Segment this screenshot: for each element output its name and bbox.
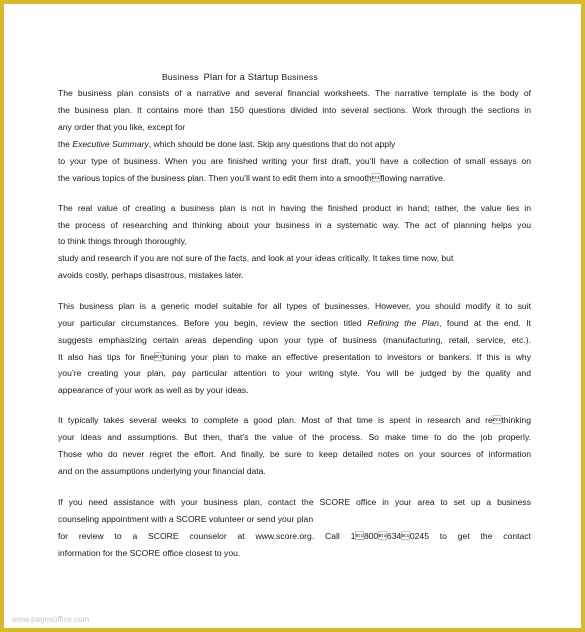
text-line: information for the SCORE office closest to you. (58, 548, 241, 558)
text-segment: the (58, 139, 73, 149)
document-title: Business Plan for a Startup Business (162, 72, 318, 82)
text-line (58, 139, 395, 150)
text-line: for review to a SCORE counselor at www.score.org. Call 18006340245 to get the contact (58, 531, 531, 541)
text-line: This business plan is a generic model suitable for all types of businesses. However, you should modify it to suit (58, 301, 531, 311)
text-line: your ideas and assumptions. But then, that’s the value of the process. So make time to do the job properly. (58, 432, 531, 442)
text-segment: your particular circumstances. Before you begin, review the section titled (58, 318, 368, 328)
text-segment: , which should be done last. Skip any questions that do not apply (148, 139, 396, 149)
text-line: the business plan. It contains more than 150 questions divided into several sections. Work through the sections in (58, 105, 531, 115)
text-line: Those who do never regret the effort. And finally, be sure to keep detailed notes on your sources of information (58, 449, 531, 459)
text-line: you’re creating your plan, pay particular attention to your writing style. You will be judged by the quality and (58, 368, 531, 378)
text-line: and on the assumptions underlying your financial data. (58, 466, 266, 476)
text-segment: , found at the end. It (438, 318, 531, 328)
watermark: www.pagesoffice.com (12, 615, 90, 624)
text-line: suggests emphasizing certain areas depending upon your type of business (manufacturing, retail, service, etc.). (58, 335, 531, 345)
italic-text: Refining the Plan (367, 318, 439, 328)
text-line: avoids costly, perhaps disastrous, mistakes later. (58, 270, 244, 280)
text-line: appearance of your work as well as by your ideas. (58, 385, 249, 395)
text-line: the various topics of the business plan. Then you’ll want to edit them into a smoothflowing narrative. (58, 173, 446, 183)
text-line: the process of researching and thinking about your business in a systematic way. The act of planning helps you (58, 220, 531, 230)
text-line (58, 318, 531, 329)
text-line: It also has tips for finetuning your plan to make an effective presentation to investors or bankers. If this is why (58, 352, 531, 362)
text-line: to think things through thoroughly, (58, 236, 187, 246)
italic-text: Executive Summary (72, 139, 149, 149)
text-line: study and research if you are not sure of the facts, and look at your ideas critically. It takes time now, but (58, 253, 454, 263)
text-line: counseling appointment with a SCORE volunteer or send your plan (58, 514, 314, 524)
text-line: If you need assistance with your business plan, contact the SCORE office in your area to set up a business (58, 497, 531, 507)
text-line: The real value of creating a business plan is not in having the finished product in hand; rather, the value lies in (58, 203, 531, 213)
text-line: any order that you like, except for (58, 122, 186, 132)
text-line: The business plan consists of a narrative and several financial worksheets. The narrative template is the body of (58, 88, 531, 98)
text-line: to your type of business. When you are finished writing your first draft, you’ll have a collection of small essays on (58, 156, 531, 166)
text-line: It typically takes several weeks to complete a good plan. Most of that time is spent in research and rethinking (58, 415, 531, 425)
